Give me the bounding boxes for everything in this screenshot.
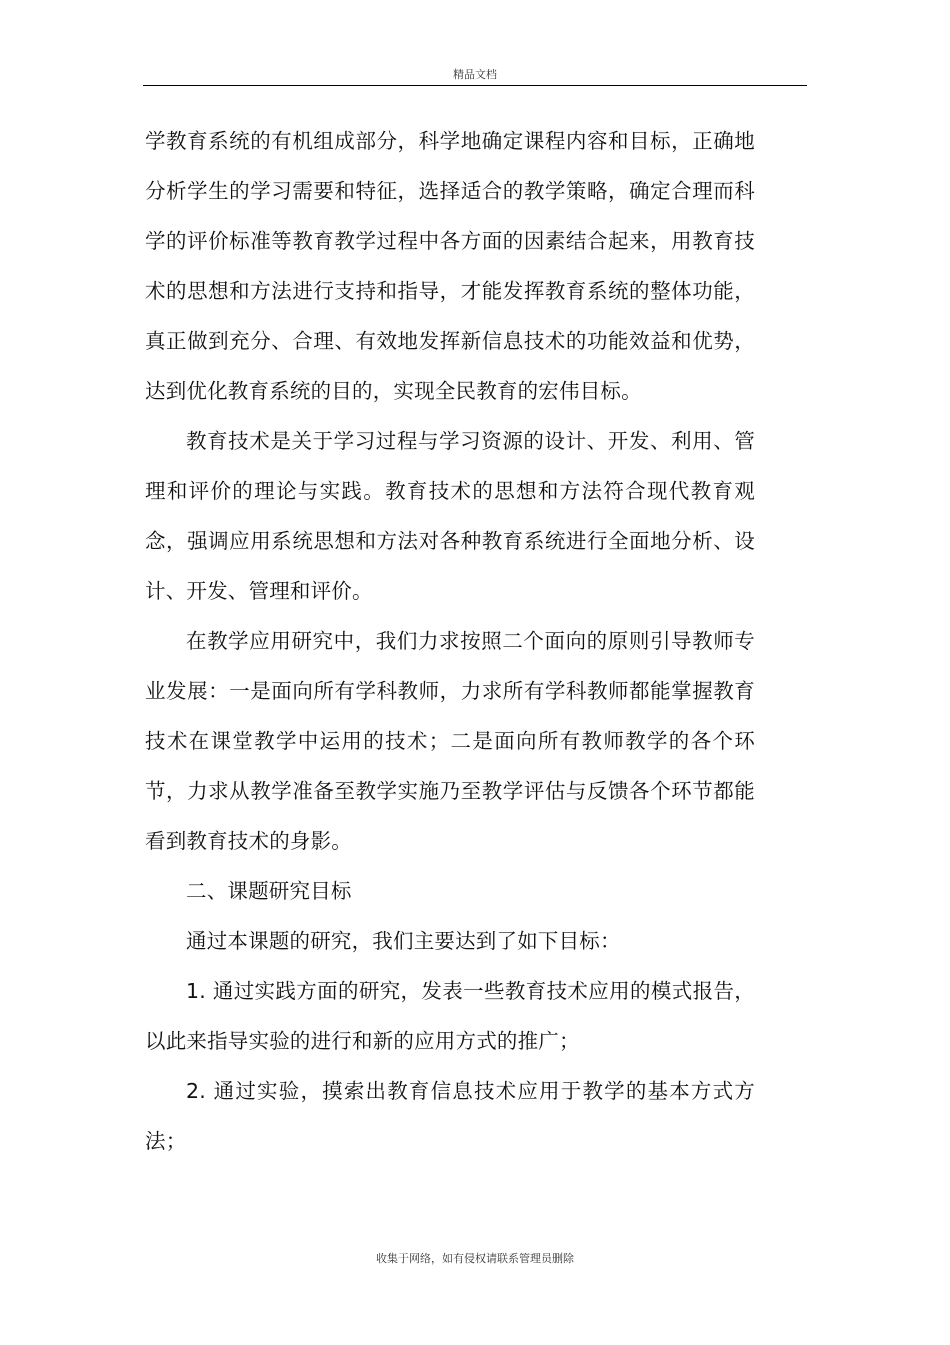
paragraph-goals-intro: 通过本课题的研究，我们主要达到了如下目标：	[186, 929, 621, 953]
page-header: 精品文档	[453, 68, 497, 81]
paragraph-continuation: 学教育系统的有机组成部分，科学地确定课程内容和目标，正确地分析学生的学习需要和特征，选择适合的教学策略，确定合理而科学的评价标准等教育教学过程中各方面的因素结合起来，用教育技术的思想和方法进行支持和指导，才能发挥教育系统的整体功能，真正做到充分、合理、有效地发挥新信息技术的功能效益和优势，达到优化教育系统的目的，实现全民教育的宏伟目标。	[145, 129, 755, 403]
section-heading-research-goals: 二、课题研究目标	[186, 879, 352, 903]
list-item-goal-1: 1. 通过实践方面的研究，发表一些教育技术应用的模式报告，以此来指导实验的进行和新的应用方式的推广；	[145, 979, 755, 1053]
paragraph-edtech-definition: 教育技术是关于学习过程与学习资源的设计、开发、利用、管理和评价的理论与实践。教育技术的思想和方法符合现代教育观念，强调应用系统思想和方法对各种教育系统进行全面地分析、设计、开发、管理和评价。	[145, 429, 755, 603]
paragraph-application-research: 在教学应用研究中，我们力求按照二个面向的原则引导教师专业发展：一是面向所有学科教师，力求所有学科教师都能掌握教育技术在课堂教学中运用的技术；二是面向所有教师教学的各个环节，力求从教学准备至教学实施乃至教学评估与反馈各个环节都能看到教育技术的身影。	[145, 629, 755, 853]
list-item-goal-2: 2. 通过实验，摸索出教育信息技术应用于教学的基本方式方法；	[145, 1079, 755, 1153]
document-body	[145, 116, 755, 1166]
page-footer: 收集于网络，如有侵权请联系管理员删除	[376, 1252, 574, 1265]
header-rule	[143, 85, 807, 86]
